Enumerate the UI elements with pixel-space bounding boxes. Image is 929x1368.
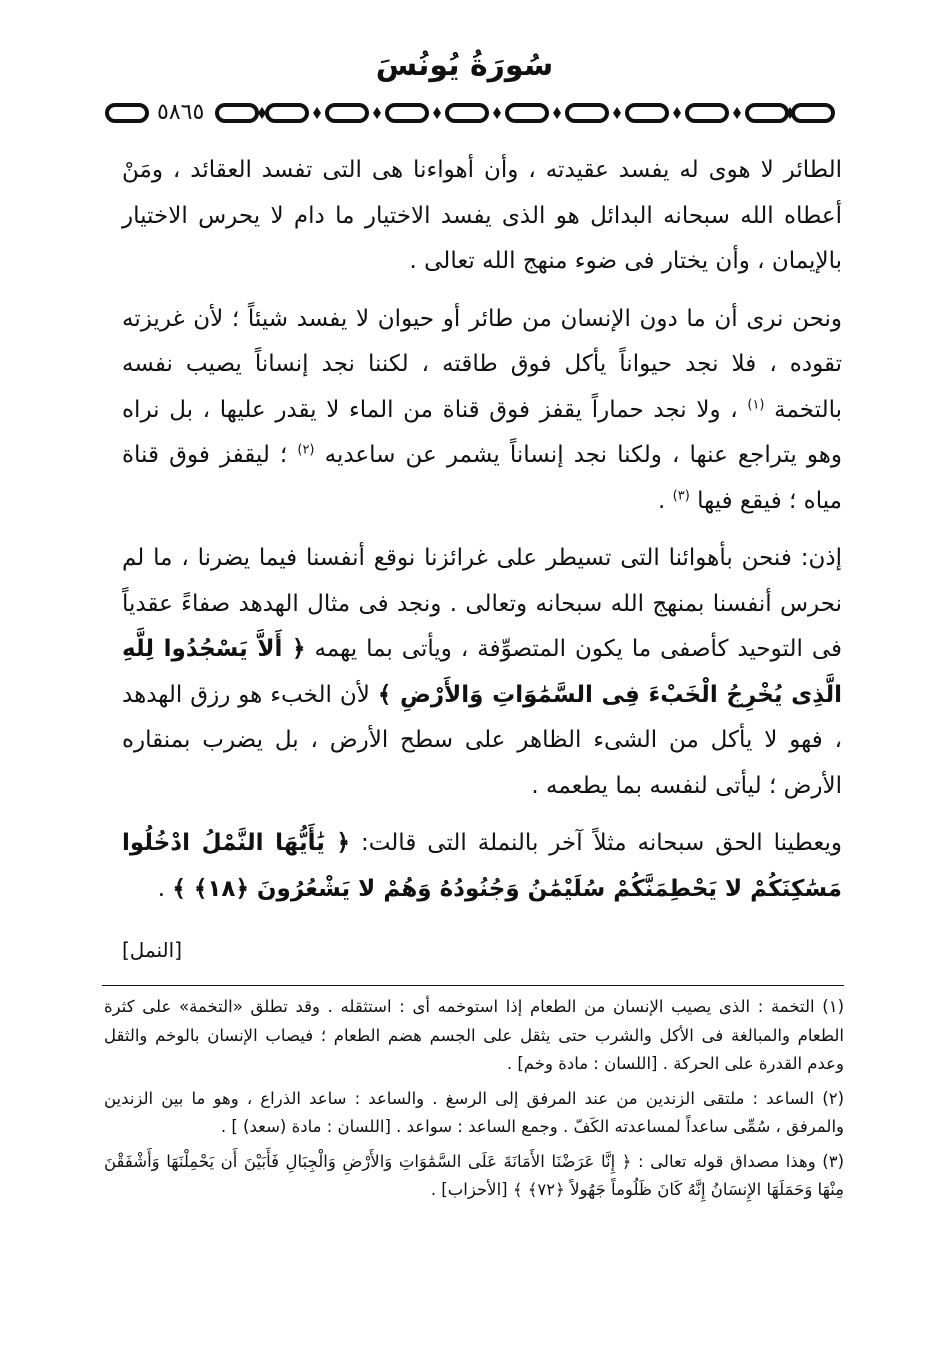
paragraph-2 [122, 297, 842, 525]
footnote-ref-2[interactable]: (٢) [297, 442, 315, 458]
page-number: ٥٨٦٥ [153, 99, 208, 127]
surah-title: سُورَةُ يُونُسَ [375, 48, 554, 83]
quran-verse-hoopoe: ﴿ أَلاَّ يَسْجُدُوا لِلَّهِ الَّذِى يُخْرِجُ الْخَبْءَ فِى السَّمَٰوَاتِ وَالأَرْضِ ﴾ [122, 636, 842, 708]
header-ornament-band [105, 98, 835, 128]
quran-verse-ant: ﴿ يَٰأَيُّهَا النَّمْلُ ادْخُلُوا مَسَٰكِنَكُمْ لا يَحْطِمَنَّكُمْ سُلَيْمَٰنُ وَجُنُودُهُ وَهُمْ لا يَشْعُرُونَ ﴿١٨﴾ ﴾ [122, 830, 842, 902]
footnote-ref-1[interactable]: (١) [747, 396, 765, 412]
footnote-1: (١) التخمة : الذى يصيب الإنسان من الطعام إذا استوخمه أى : استثقله . وقد تطلق «التخمة» على كثرة الطعام والمبالغة فى الأكل والشرب حتى يثقل على الجسم هضم الطعام ؛ فيصاب الإنسان بالوخم والثقل وعدم القدرة على الحركة . [اللسان : مادة وخم] . [104, 997, 844, 1073]
paragraph-4-text-b: . [157, 875, 166, 902]
footnote-ref-3[interactable]: (٣) [672, 487, 690, 503]
paragraph-2-text-b: ، ولا نجد حماراً يقفز فوق قناة من الماء لا يقدر عليها ، بل نراه وهو يتراجع عنها ، ولكنا نجد إنساناً يشمر عن ساعديه [122, 396, 842, 468]
paragraph-3-text-a: إذن: فنحن بأهوائنا التى تسيطر على غرائزنا نوقع أنفسنا فيما يضرنا ، ما لم نحرس أنفسنا بمنهج الله سبحانه وتعالى . ونجد فى مثال الهدهد صفاءً عقدياً فى التوحيد كأصفى ما يكون المتصوِّفة ، ويأتى بما يهمه [122, 545, 842, 662]
paragraph-3 [122, 536, 842, 809]
paragraph-2-text-c: ؛ ليقفز فوق قناة مياه ؛ فيقع فيها [122, 442, 842, 514]
paragraph-2-text-d: . [658, 487, 666, 514]
main-text [122, 148, 842, 912]
paragraph-1: الطائر لا هوى له يفسد عقيدته ، وأن أهواءنا هى التى تفسد العقائد ، ومَنْ أعطاه الله سبحانه البدائل هو الذى يفسد الاختيار ما دام لا يحرس الاختيار بالإيمان ، وأن يختار فى ضوء منهج الله تعالى . [122, 157, 842, 274]
footnotes [104, 993, 844, 1211]
paragraph-2-text-a: ونحن نرى أن ما دون الإنسان من طائر أو حيوان لا يفسد شيئاً ؛ لأن غريزته تقوده ، فلا نجد حيواناً يأكل فوق طاقته ، لكننا نجد إنساناً يصيب نفسه بالتخمة [122, 305, 843, 423]
footnote-divider [102, 985, 844, 986]
surah-reference: [النمل] [122, 938, 182, 962]
footnote-3: (٣) وهذا مصداق قوله تعالى : ﴿ إِنَّا عَرَضْنَا الأَمَانَةَ عَلَى السَّمَٰوَاتِ وَالأَرْضِ وَالْجِبَالِ فَأَبَيْنَ أَن يَحْمِلْنَهَا وَأَشْفَقْنَ مِنْهَا وَحَمَلَهَا الإِنسَانُ إِنَّهُ كَانَ ظَلُوماً جَهُولاً ﴿٧٢﴾ ﴾ [الأحزاب] . [104, 1151, 844, 1199]
paragraph-3-text-b: لأن الخبء هو رزق الهدهد ، فهو لا يأكل من الشىء الظاهر على سطح الأرض ، بل يضرب بمنقاره الأرض ؛ ليأتى لنفسه بما يطعمه . [122, 681, 842, 799]
chain-ornament-icon [105, 98, 835, 128]
paragraph-4 [122, 821, 842, 912]
footnote-2: (٢) الساعد : ملتقى الزندين من عند المرفق إلى الرسغ . والساعد : ساعد الذراع ، وهو ما بين الزندين والمرفق ، سُمِّى ساعداً لمساعدته الكَفّ . وجمع الساعد : سواعد . [اللسان : مادة (سعد) ] . [104, 1088, 844, 1136]
paragraph-4-text-a: ويعطينا الحق سبحانه مثلاً آخر بالنملة التى قالت: [360, 830, 843, 856]
